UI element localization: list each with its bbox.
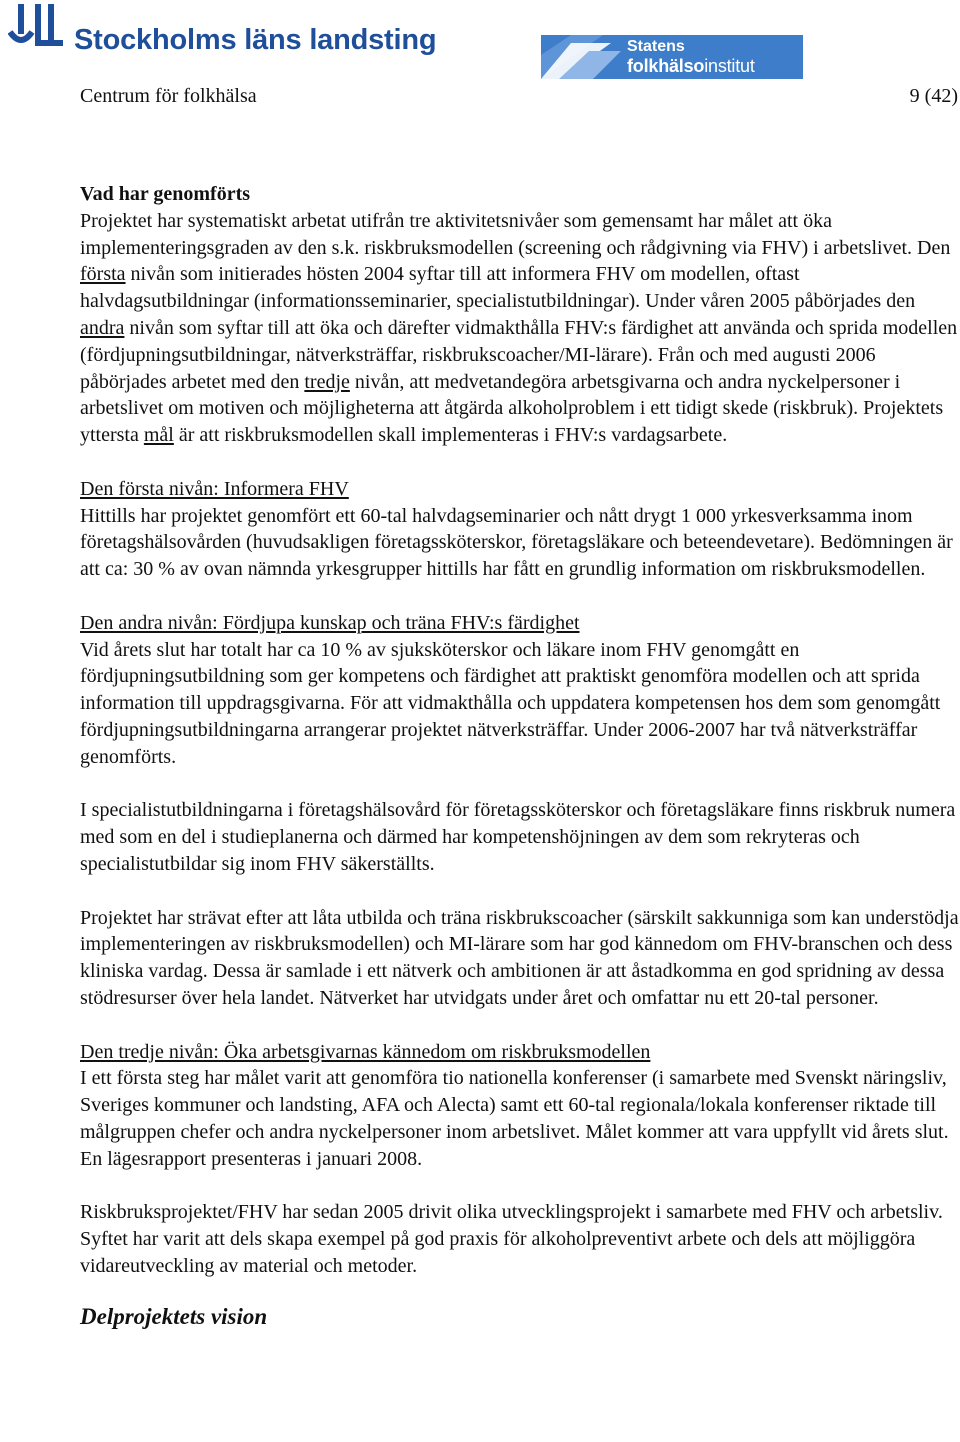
fhi-logo-mark-icon	[541, 35, 625, 79]
underlined-term: första	[80, 263, 126, 286]
underlined-term: tredje	[304, 370, 350, 393]
document-body	[80, 181, 960, 1332]
running-header	[80, 84, 958, 108]
level2-paragraph: Den andra nivån: Fördjupa kunskap och träna FHV:s färdighet Vid årets slut har totalt har ca 10 % av sjuksköterskor och läkare inom FHV genomgått en fördjupningsutbildning som ger kompetens och färdighet att praktiskt genomföra modellen och att sprida information till uppdragsgivarna. För att vidmakthålla och uppdatera kompetensen hos dem som genomgått fördjupningsutbildningarna arrangerar projektet nätverksträffar. Under 2006-2007 har två nätverksträffar genomförts.	[80, 610, 960, 771]
level1-paragraph: Den första nivån: Informera FHV Hittills har projektet genomfört ett 60-tal halvdagseminarier och nått drygt 1 000 yrkesverksamma inom företagshälsovården (huvudsakligen företagssköterskor, företagsläkare och beteendevetare). Bedömningen är att ca: 30 % av ovan nämnda yrkesgrupper hittills har fått en grundlig information om riskbruksmodellen.	[80, 476, 960, 583]
document-title: Centrum för folkhälsa	[80, 85, 257, 107]
organization-name: Stockholms läns landsting	[74, 24, 437, 56]
fhi-name-line1: Statens	[627, 38, 685, 55]
level3-paragraph: Den tredje nivån: Öka arbetsgivarnas kännedom om riskbruksmodellen I ett första steg har målet varit att genomföra tio nationella konferenser (i samarbete med Svenskt näringsliv, Sveriges kommuner och landsting, AFA och Alecta) samt ett 60-tal regionala/lokala konferenser riktade till målgruppen chefer och andra nyckelpersoner inom arbetslivet. Målet kommer att vara uppfyllt vid årets slut. En lägesrapport presenteras i januari 2008.	[80, 1039, 960, 1173]
letterhead	[0, 0, 960, 82]
level2-subtitle: Den andra nivån: Fördjupa kunskap och träna FHV:s färdighet	[80, 611, 580, 634]
coach-paragraph: Projektet har strävat efter att låta utbilda och träna riskbrukscoacher (särskilt sakkunniga som kan understödja implementeringen av riskbruksmodellen) och MI-lärare som har god kännedom om FHV-branschen och dess kliniska vardag. Dessa är samlade i ett nätverk och ambitionen är att åstadkomma en god spridning av dessa stödresurser över hela landet. Nätverket har utvidgats under året och omfattar nu ett 20-tal personer.	[80, 906, 959, 1009]
underlined-term: mål	[143, 424, 174, 447]
fhi-name-line2: folkhälsoinstitut	[627, 56, 755, 76]
development-paragraph: Riskbruksprojektet/FHV har sedan 2005 drivit olika utvecklingsprojekt i samarbete med FHV och arbetsliv. Syftet har varit att dels skapa exempel på god praxis för alkoholpreventivt arbete och dels att möjliggöra vidareutveckling av material och metoder.	[80, 1201, 943, 1277]
level3-subtitle: Den tredje nivån: Öka arbetsgivarnas kännedom om riskbruksmodellen	[80, 1040, 651, 1063]
underlined-term: andra	[80, 316, 125, 339]
vision-heading: Delprojektets vision	[80, 1303, 268, 1329]
section-heading: Vad har genomförts	[80, 183, 251, 205]
level1-subtitle: Den första nivån: Informera FHV	[80, 477, 349, 500]
sll-logo-icon	[8, 2, 64, 52]
page-number: 9 (42)	[909, 85, 958, 107]
specialist-paragraph: I specialistutbildningarna i företagshälsovård för företagssköterskor och företagsläkare finns riskbruk numera med som en del i studieplanerna och därmed har kompetenshöjningen av dem som rekryteras och specialistutbildar sig inom FHV säkerställts.	[80, 799, 956, 875]
intro-paragraph: Projektet har systematiskt arbetat utifrån tre aktivitetsnivåer som gemensamt har målet att öka implementeringsgraden av den s.k. riskbruksmodellen (screening och rådgivning via FHV) i arbetslivet. Den första nivån som initierades hösten 2004 syftar till att informera FHV om modellen, oftast halvdagsutbildningar (informationsseminarier, specialistutbildningar). Under våren 2005 påbörjades den andra nivån som syftar till att öka och därefter vidmakthålla FHV:s färdighet att använda och sprida modellen (fördjupningsutbildningar, nätverksträffar, riskbrukscoacher/MI-lärare). Från och med augusti 2006 påbörjades arbetet med den tredje nivån, att medvetandegöra arbetsgivarna och andra nyckelpersoner i arbetslivet om motiven och möjligheterna att åtgärda alkoholproblem i ett tidigt skede (riskbruk). Projektets yttersta mål är att riskbruksmodellen skall implementeras i FHV:s vardagsarbete.	[80, 209, 958, 447]
fhi-logo	[541, 35, 803, 79]
